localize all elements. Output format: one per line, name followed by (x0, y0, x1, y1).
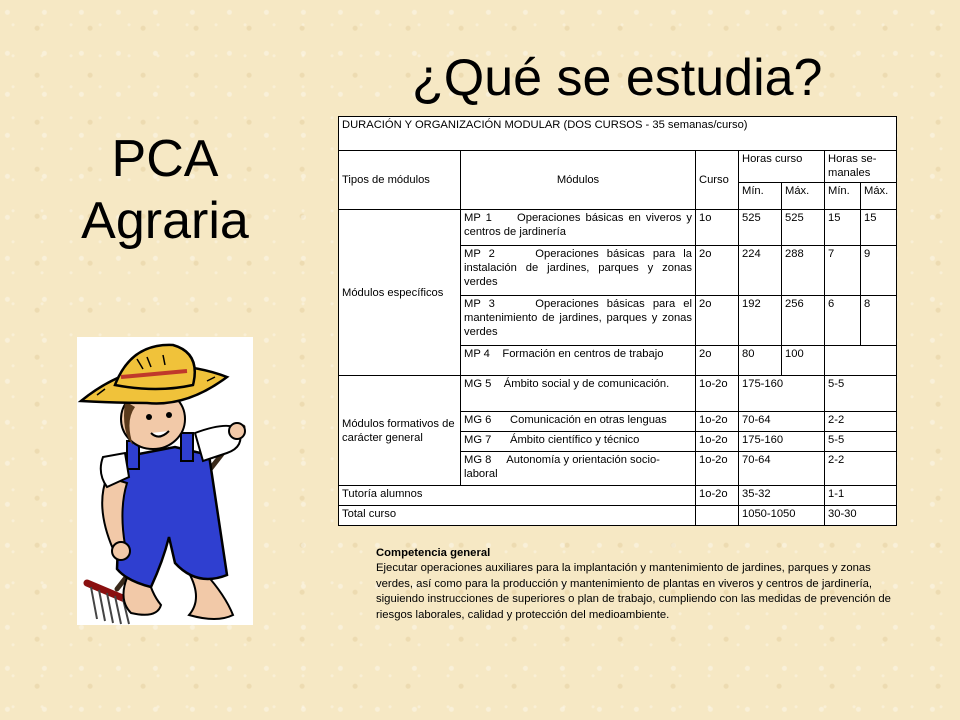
table-row-mg5-hs: 5-5 (825, 376, 897, 412)
col-hc-min: Mín. (739, 183, 782, 210)
table-row-mp4-hs-empty (825, 346, 897, 376)
modular-organization-table (338, 116, 896, 526)
table-row-mp2-hc-max: 288 (782, 246, 825, 296)
slide-subtitle (60, 128, 270, 252)
table-row-mg6-hc: 70-64 (739, 412, 825, 432)
table-row-mg8-hs: 2-2 (825, 452, 897, 486)
table-row-mg7-hc: 175-160 (739, 432, 825, 452)
table-row-mp1-hs-max: 15 (861, 210, 897, 246)
table-row-mp2-hs-max: 9 (861, 246, 897, 296)
table-row-mp1-hs-min: 15 (825, 210, 861, 246)
table-row-mp4-curso: 2o (696, 346, 739, 376)
table-row-tutoria-curso: 1o-2o (696, 486, 739, 506)
table-row-mg5-hc: 175-160 (739, 376, 825, 412)
col-curso: Curso (696, 151, 739, 210)
table-row-mg7-curso: 1o-2o (696, 432, 739, 452)
table-row-mp3-name: MP 3 Operaciones básicas para el mantenimiento de jardines, parques y zonas verdes (461, 296, 696, 346)
table-row-tutoria-hs: 1-1 (825, 486, 897, 506)
table-row-mg7-name: MG 7 Ámbito científico y técnico (461, 432, 696, 452)
subtitle-line-agraria: Agraria (81, 192, 249, 250)
subtitle-line-pca: PCA (111, 130, 219, 188)
table-row-mp1-name: MP 1 Operaciones básicas en viveros y centros de jardinería (461, 210, 696, 246)
col-horas-semanales: Horas se-manales (825, 151, 897, 183)
group-especificos: Módulos específicos (339, 210, 461, 376)
table-row-mp4-name: MP 4 Formación en centros de trabajo (461, 346, 696, 376)
table-row-total-hs: 30-30 (825, 506, 897, 526)
col-hs-max: Máx. (861, 183, 897, 210)
table-row-mp3-hc-min: 192 (739, 296, 782, 346)
table-row-mp2-curso: 2o (696, 246, 739, 296)
table-row-mg8-curso: 1o-2o (696, 452, 739, 486)
table-row-mp3-curso: 2o (696, 296, 739, 346)
table-row-mp1-curso: 1o (696, 210, 739, 246)
col-horas-curso: Horas curso (739, 151, 825, 183)
table-row-mg6-curso: 1o-2o (696, 412, 739, 432)
group-formativos: Módulos formativos de carácter general (339, 376, 461, 486)
table-row-mg5-name: MG 5 Ámbito social y de comunicación. (461, 376, 696, 412)
table-row-mp2-name: MP 2 Operaciones básicas para la instalación de jardines, parques y zonas verdes (461, 246, 696, 296)
table-row-tutoria-label: Tutoría alumnos (339, 486, 696, 506)
competencia-heading: Competencia general (376, 547, 491, 559)
col-modulos: Módulos (461, 151, 696, 210)
table-row-mp3-hs-max: 8 (861, 296, 897, 346)
table-row-mp2-hc-min: 224 (739, 246, 782, 296)
table-row-mp3-hc-max: 256 (782, 296, 825, 346)
table-row-mg5-curso: 1o-2o (696, 376, 739, 412)
table-row-total-curso (696, 506, 739, 526)
col-tipos: Tipos de módulos (339, 151, 461, 210)
table-row-total-hc: 1050-1050 (739, 506, 825, 526)
table-row-mp4-hc-max: 100 (782, 346, 825, 376)
competencia-general (376, 546, 896, 623)
table-row-tutoria-hc: 35-32 (739, 486, 825, 506)
table-row-mp3-hs-min: 6 (825, 296, 861, 346)
gardener-with-rake-icon (77, 337, 253, 625)
table-row-mg6-name: MG 6 Comunicación en otras lenguas (461, 412, 696, 432)
competencia-text: Ejecutar operaciones auxiliares para la implantación y mantenimiento de jardines, parques y zonas verdes, así como para la producción y mantenimiento de plantas en viveros y centros de jardinería, siguiendo instrucciones de superiores o plan de trabajo, cumpliendo con las medidas de prevención de riesgos laborales, calidad y protección del medioambiente. (376, 562, 891, 621)
table-header: DURACIÓN Y ORGANIZACIÓN MODULAR (DOS CURSOS - 35 semanas/curso) (339, 117, 897, 151)
table-row-mg8-hc: 70-64 (739, 452, 825, 486)
table-row-mg7-hs: 5-5 (825, 432, 897, 452)
table-row-mp4-hc-min: 80 (739, 346, 782, 376)
table-row-total-label: Total curso (339, 506, 696, 526)
slide-title: ¿Qué se estudia? (412, 49, 823, 107)
table-row-mp1-hc-max: 525 (782, 210, 825, 246)
table-row-mp1-hc-min: 525 (739, 210, 782, 246)
table-row-mg8-name: MG 8 Autonomía y orientación socio-laboral (461, 452, 696, 486)
table-row-mg6-hs: 2-2 (825, 412, 897, 432)
col-hc-max: Máx. (782, 183, 825, 210)
col-hs-min: Mín. (825, 183, 861, 210)
table-row-mp2-hs-min: 7 (825, 246, 861, 296)
